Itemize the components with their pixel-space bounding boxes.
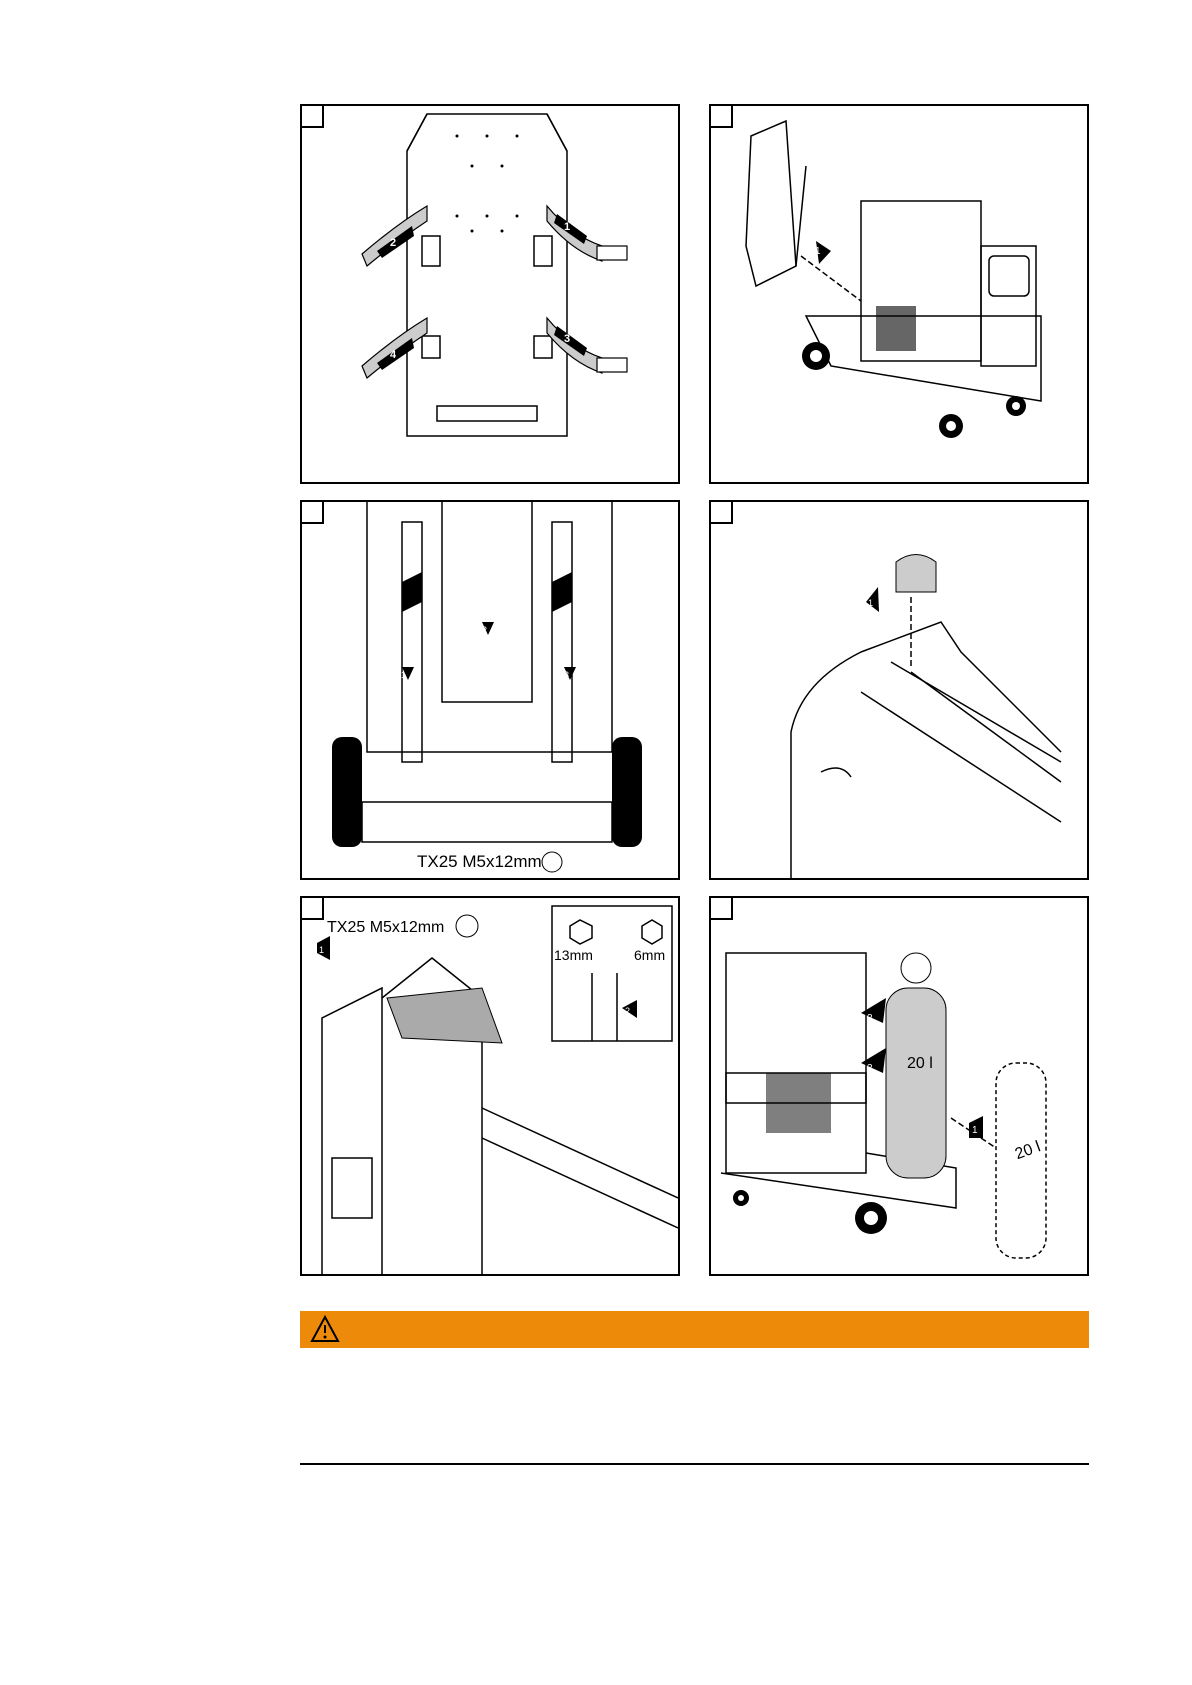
step-checkbox bbox=[302, 502, 324, 524]
cylinder-volume-label: 20 l bbox=[1012, 1138, 1043, 1164]
step-checkbox bbox=[711, 106, 733, 128]
step-marker-4: 4 bbox=[390, 349, 397, 361]
bracket-mounting-drawing bbox=[302, 898, 678, 1274]
step-marker-2: 2 bbox=[482, 625, 488, 635]
trolley-plate-drawing bbox=[711, 106, 1087, 482]
illustration-panel-3 bbox=[300, 500, 680, 880]
step-checkbox bbox=[302, 898, 324, 920]
illustration-panel-5 bbox=[300, 896, 680, 1276]
step-marker-1: 1 bbox=[868, 598, 874, 608]
illustration-panel-4 bbox=[709, 500, 1089, 880]
hex-key-icon bbox=[642, 920, 662, 944]
strap-plate-drawing bbox=[302, 106, 678, 482]
illustration-panel-6 bbox=[709, 896, 1089, 1276]
hex-key-size-label: 6mm bbox=[634, 947, 666, 963]
step-checkbox bbox=[302, 106, 324, 128]
cap-removal-drawing bbox=[711, 502, 1087, 878]
step-marker-1: 1 bbox=[972, 1125, 978, 1136]
trolley-screws-drawing bbox=[302, 502, 678, 878]
illustration-panel-2 bbox=[709, 104, 1089, 484]
step-marker-2: 2 bbox=[867, 1013, 873, 1024]
screw-spec-label: TX25 M5x12mm bbox=[327, 919, 445, 936]
step-marker-1: 1 bbox=[319, 945, 325, 955]
step-marker-1: 1 bbox=[401, 670, 407, 680]
warning-banner bbox=[300, 1311, 1089, 1348]
illustration-panel-1 bbox=[300, 104, 680, 484]
torx-head-icon bbox=[542, 852, 562, 872]
step-marker-2: 2 bbox=[625, 1006, 631, 1016]
step-checkbox bbox=[711, 502, 733, 524]
step-marker-3: 3 bbox=[564, 670, 570, 680]
gas-cylinder-drawing bbox=[711, 898, 1087, 1274]
step-marker-3: 3 bbox=[867, 1063, 873, 1074]
step-marker-2: 2 bbox=[390, 237, 397, 249]
hex-nut-icon bbox=[570, 920, 592, 944]
warning-triangle-icon bbox=[310, 1315, 340, 1345]
step-marker-1: 1 bbox=[815, 246, 821, 257]
screw-spec-label: TX25 M5x12mm bbox=[417, 852, 542, 871]
step-marker-3: 3 bbox=[564, 333, 571, 345]
torx-head-icon bbox=[456, 915, 478, 937]
step-marker-1: 1 bbox=[564, 221, 571, 233]
wrench-size-label: 13mm bbox=[554, 947, 593, 963]
step-checkbox bbox=[711, 898, 733, 920]
cylinder-volume-label: 20 l bbox=[907, 1055, 933, 1072]
divider-line bbox=[300, 1463, 1089, 1465]
